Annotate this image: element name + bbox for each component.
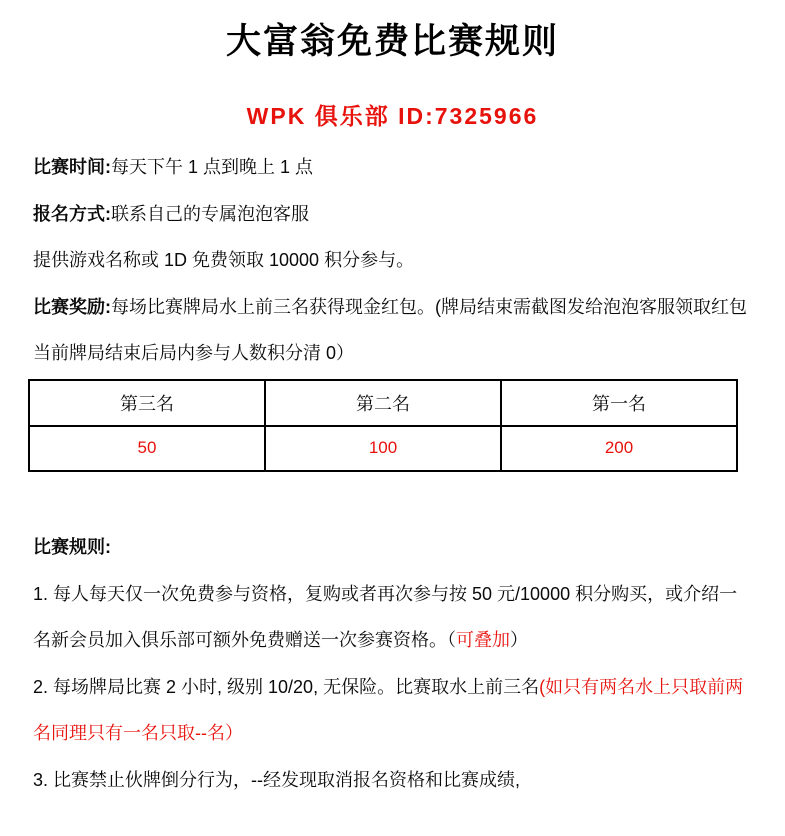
rule-1-highlight: 可叠加 xyxy=(456,630,510,651)
prize-table-header-row xyxy=(29,380,737,426)
rule-2 xyxy=(33,664,750,757)
prize-header-second: 第二名 xyxy=(265,380,501,426)
prize-header-first: 第一名 xyxy=(501,380,737,426)
reward-label: 比赛奖励: xyxy=(33,296,111,317)
document-body xyxy=(0,144,785,804)
signup-method-label: 报名方式: xyxy=(33,203,111,224)
club-id-subtitle: WPK 俱乐部 ID:7325966 xyxy=(246,103,539,129)
match-time-text: 每天下午 1 点到晚上 1 点 xyxy=(111,157,314,177)
reward-text: 每场比赛牌局水上前三名获得现金红包。(牌局结束需截图发给泡泡客服领取红包当前牌局结束后局内参与人数积分清 0） xyxy=(33,296,747,364)
page-title: 大富翁免费比赛规则 xyxy=(225,22,559,61)
prize-table-values-row xyxy=(29,426,737,471)
rule-1-paren-open: （ xyxy=(447,630,456,651)
prize-value-third: 50 xyxy=(29,426,265,471)
prize-value-first: 200 xyxy=(501,426,737,471)
match-time-line xyxy=(33,144,750,191)
signup-method-text: 联系自己的专属泡泡客服 xyxy=(111,203,309,224)
provide-id-text: 提供游戏名称或 1D 免费领取 10000 积分参与。 xyxy=(33,250,415,271)
rule-2-highlight: (如只有两名水上只取前两名同理只有一名只取--名） xyxy=(33,676,744,744)
rule-1 xyxy=(33,571,750,664)
prize-table xyxy=(28,379,738,472)
prize-value-second: 100 xyxy=(265,426,501,471)
match-time-label: 比赛时间: xyxy=(33,157,111,177)
rules-heading: 比赛规则: xyxy=(33,536,111,557)
rule-1-paren-close: ） xyxy=(510,630,528,651)
rule-3-text: 3. 比赛禁止伙牌倒分行为，--经发现取消报名资格和比赛成绩, xyxy=(33,769,520,790)
prize-header-third: 第三名 xyxy=(29,380,265,426)
reward-line xyxy=(33,284,750,377)
rule-3 xyxy=(33,757,750,804)
signup-method-line xyxy=(33,191,750,238)
rule-1-text: 1. 每人每天仅一次免费参与资格，复购或者再次参与按 50 元/10000 积分购买，或介绍一名新会员加入俱乐部可额外免费赠送一次参赛资格。 xyxy=(33,583,738,651)
provide-id-line xyxy=(33,237,750,284)
document-page xyxy=(0,17,785,836)
rule-2-text: 2. 每场牌局比赛 2 小时, 级别 10/20, 无保险。比赛取水上前三名 xyxy=(33,676,540,697)
